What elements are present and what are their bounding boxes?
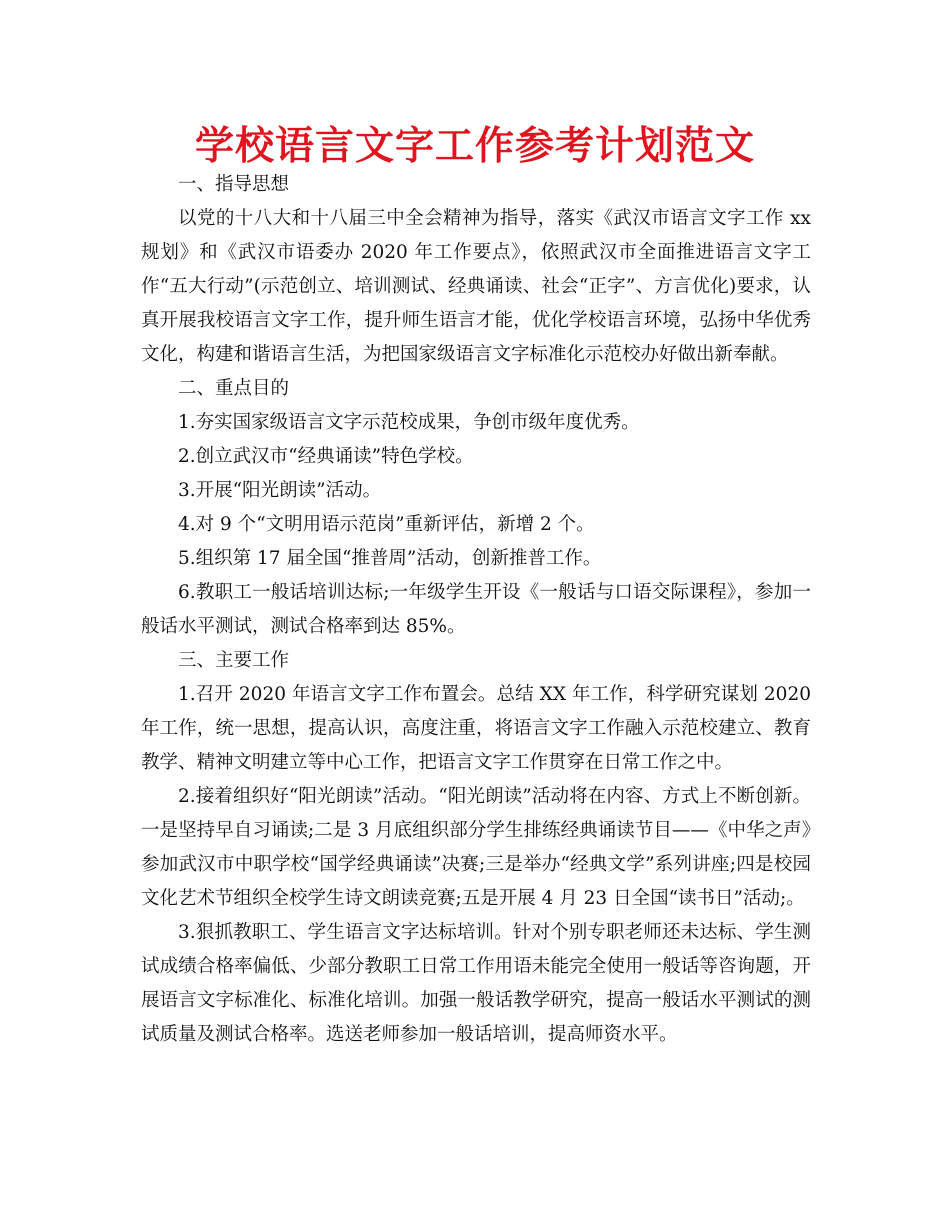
goal-item-6: 6.教职工一般话培训达标;一年级学生开设《一般话与口语交际课程》，参加一般话水平测试，测试合格率到达 85%。 (141, 582, 811, 637)
document-body (141, 168, 811, 1052)
work-item-1: 1.召开 2020 年语言文字工作布置会。总结 XX 年工作，科学研究谋划 2020 年工作，统一思想，提高认识，高度注重，将语言文字工作融入示范校建立、教育教学、精神文明建立等中心工作，把语言文字工作贯穿在日常工作之中。 (141, 684, 811, 773)
work-item-3: 3.狠抓教职工、学生语言文字达标培训。针对个别专职老师还未达标、学生测试成绩合格率偏低、少部分教职工日常工作用语未能完全使用一般话等咨询题，开展语言文字标准化、标准化培训。加强一般话教学研究，提高一般话水平测试的测试质量及测试合格率。选送老师参加一般话培训，提高师资水平。 (141, 922, 811, 1045)
goal-item-2: 2.创立武汉市“经典诵读”特色学校。 (178, 446, 474, 467)
goal-item-1: 1.夯实国家级语言文字示范校成果，争创市级年度优秀。 (178, 412, 640, 433)
section-heading-main-work: 三、主要工作 (178, 650, 290, 671)
work-item-2: 2.接着组织好“阳光朗读”活动。“阳光朗读”活动将在内容、方式上不断创新。一是坚持早自习诵读;二是 3 月底组织部分学生排练经典诵读节目——《中华之声》参加武汉市中职学校“国学经典诵读”决赛;三是举办“经典文学”系列讲座;四是校园文化艺术节组织全校学生诗文朗读竞赛;五是开展 4 月 23 日全国“读书日”活动;。 (141, 786, 811, 909)
paragraph-guiding-thought: 以党的十八大和十八届三中全会精神为指导，落实《武汉市语言文字工作 xx 规划》和《武汉市语委办 2020 年工作要点》，依照武汉市全面推进语言文字工作“五大行动”(示范创立、培训测试、经典诵读、社会“正字”、方言优化)要求，认真开展我校语言文字工作，提升师生语言才能，优化学校语言环境，弘扬中华优秀文化，构建和谐语言生活，为把国家级语言文字标准化示范校办好做出新奉献。 (141, 208, 811, 365)
goal-item-5: 5.组织第 17 届全国“推普周”活动，创新推普工作。 (178, 548, 602, 569)
section-heading-guiding-thought: 一、指导思想 (178, 174, 290, 195)
document-title: 学校语言文字工作参考计划范文 (194, 123, 755, 169)
goal-item-4: 4.对 9 个“文明用语示范岗”重新评估，新增 2 个。 (178, 514, 595, 535)
section-heading-key-goals: 二、重点目的 (178, 378, 290, 399)
goal-item-3: 3.开展“阳光朗读”活动。 (178, 480, 382, 501)
